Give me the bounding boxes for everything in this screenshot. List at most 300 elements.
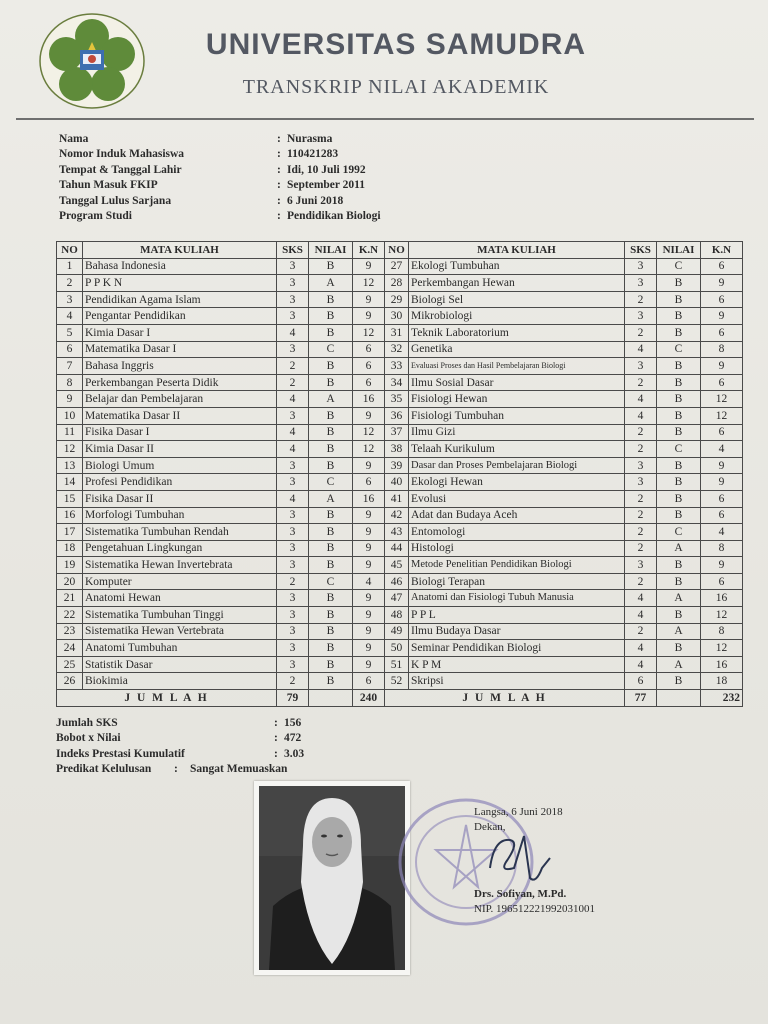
row-number: 16 [57,507,83,524]
course-kn: 9 [701,308,743,325]
table-row [57,640,743,657]
table-row [57,507,743,524]
course-name: Anatomi Tumbuhan [83,640,277,657]
course-grade: B [309,656,353,673]
course-kn: 9 [353,623,385,640]
course-sks: 3 [277,507,309,524]
total-sks: 156 [284,717,302,729]
table-row [57,573,743,590]
signatory-name: Drs. Sofiyan, M.Pd. [474,888,567,900]
total-label: J U M L A H [385,690,625,707]
course-name: Sistematika Tumbuhan Rendah [83,524,277,541]
course-sks: 3 [625,275,657,292]
course-kn: 12 [353,441,385,458]
course-grade: B [309,358,353,375]
student-graduation: 6 Juni 2018 [287,194,344,207]
row-number: 20 [57,573,83,590]
course-kn: 9 [353,258,385,275]
course-grade: B [657,358,701,375]
row-number: 19 [57,557,83,574]
row-number: 14 [57,474,83,491]
course-name: K P M [409,656,625,673]
course-sks: 2 [277,358,309,375]
course-grade: A [657,623,701,640]
course-sks: 3 [277,275,309,292]
row-number: 28 [385,275,409,292]
course-kn: 8 [701,540,743,557]
right-total-sks: 77 [625,690,657,707]
course-sks: 2 [625,490,657,507]
course-kn: 9 [353,640,385,657]
course-name: Fisika Dasar I [83,424,277,441]
table-row [57,557,743,574]
course-sks: 2 [625,374,657,391]
table-row [57,540,743,557]
course-kn: 9 [353,308,385,325]
course-grade: C [657,341,701,358]
course-sks: 2 [625,507,657,524]
row-number: 23 [57,623,83,640]
table-row [57,490,743,507]
row-number: 8 [57,374,83,391]
course-grade: B [657,291,701,308]
course-sks: 4 [277,490,309,507]
student-program: Pendidikan Biologi [287,209,381,222]
row-number: 21 [57,590,83,607]
university-name: UNIVERSITAS SAMUDRA [205,28,587,61]
course-kn: 6 [701,424,743,441]
course-sks: 3 [625,358,657,375]
course-name: Fisiologi Tumbuhan [409,407,625,424]
course-kn: 9 [701,457,743,474]
table-row [57,291,743,308]
course-grade: B [309,308,353,325]
course-grade: C [657,441,701,458]
row-number: 36 [385,407,409,424]
course-grade: B [657,374,701,391]
course-kn: 9 [353,457,385,474]
course-kn: 6 [353,673,385,690]
course-grade: B [657,391,701,408]
row-number: 46 [385,573,409,590]
course-sks: 3 [277,474,309,491]
row-number: 26 [57,673,83,690]
course-sks: 4 [625,391,657,408]
weighted-total: 472 [284,732,302,745]
course-name: Bahasa Indonesia [83,258,277,275]
course-kn: 9 [701,275,743,292]
course-sks: 3 [277,557,309,574]
university-logo [38,12,146,110]
course-kn: 6 [701,490,743,507]
left-total-sks: 79 [277,690,309,707]
course-name: Histologi [409,540,625,557]
student-nim: 110421283 [287,148,339,161]
course-kn: 18 [701,673,743,690]
course-sks: 3 [277,258,309,275]
table-row [57,407,743,424]
course-grade: B [309,507,353,524]
course-grade: B [309,424,353,441]
column-header: SKS [277,242,309,259]
course-sks: 2 [625,623,657,640]
row-number: 24 [57,640,83,657]
course-sks: 4 [277,424,309,441]
course-sks: 4 [625,656,657,673]
row-number: 50 [385,640,409,657]
course-kn: 6 [701,507,743,524]
course-sks: 3 [277,656,309,673]
course-grade: B [309,407,353,424]
course-kn: 12 [353,275,385,292]
column-header: MATA KULIAH [409,242,625,259]
student-birth: Idi, 10 Juli 1992 [287,163,366,176]
column-header: NO [385,242,409,259]
graduation-predicate: Sangat Memuaskan [190,763,288,776]
course-name: Ekologi Hewan [409,474,625,491]
table-row [57,441,743,458]
course-sks: 2 [625,291,657,308]
course-sks: 3 [277,590,309,607]
course-sks: 2 [625,540,657,557]
column-header: NILAI [309,242,353,259]
row-number: 48 [385,607,409,624]
course-name: Statistik Dasar [83,656,277,673]
course-sks: 4 [277,391,309,408]
row-number: 45 [385,557,409,574]
table-row [57,474,743,491]
course-grade: B [657,275,701,292]
course-kn: 4 [701,441,743,458]
course-grade: B [657,324,701,341]
course-kn: 12 [353,324,385,341]
course-grade: B [657,407,701,424]
course-kn: 4 [353,573,385,590]
course-name: Metode Penelitian Pendidikan Biologi [409,557,625,574]
row-number: 32 [385,341,409,358]
table-row [57,457,743,474]
info-row: Tempat & Tanggal Lahir : Idi, 10 Juli 1992 [59,164,381,179]
course-grade: B [309,324,353,341]
course-name: Dasar dan Proses Pembelajaran Biologi [409,457,625,474]
course-kn: 9 [353,557,385,574]
course-sks: 3 [277,607,309,624]
course-kn: 12 [353,424,385,441]
row-number: 37 [385,424,409,441]
total-label: J U M L A H [57,690,277,707]
course-name: Belajar dan Pembelajaran [83,391,277,408]
course-kn: 9 [353,540,385,557]
row-number: 43 [385,524,409,541]
column-header: K.N [701,242,743,259]
course-name: Sistematika Hewan Invertebrata [83,557,277,574]
left-total-kn: 240 [353,690,385,707]
course-sks: 3 [625,474,657,491]
student-name: Nurasma [287,133,333,145]
column-header: MATA KULIAH [83,242,277,259]
course-grade: B [657,573,701,590]
course-sks: 2 [277,673,309,690]
row-number: 4 [57,308,83,325]
course-name: P P K N [83,275,277,292]
course-name: Biologi Umum [83,457,277,474]
course-name: Adat dan Budaya Aceh [409,507,625,524]
course-kn: 9 [353,524,385,541]
course-kn: 9 [353,291,385,308]
course-sks: 3 [625,557,657,574]
table-row [57,391,743,408]
course-sks: 4 [625,590,657,607]
course-name: Fisika Dasar II [83,490,277,507]
document-title: TRANSKRIP NILAI AKADEMIK [242,76,550,98]
course-sks: 4 [277,324,309,341]
course-grade: B [657,557,701,574]
course-sks: 4 [625,607,657,624]
course-sks: 2 [625,324,657,341]
table-row [57,590,743,607]
table-row [57,424,743,441]
course-grade: B [657,607,701,624]
course-name: Pengetahuan Lingkungan [83,540,277,557]
course-sks: 6 [625,673,657,690]
course-sks: 2 [277,374,309,391]
table-row [57,275,743,292]
course-name: Skripsi [409,673,625,690]
course-name: Teknik Laboratorium [409,324,625,341]
place-date: Langsa, 6 Juni 2018 [474,806,563,818]
course-sks: 3 [277,540,309,557]
course-kn: 16 [701,656,743,673]
course-name: Evaluasi Proses dan Hasil Pembelajaran Biologi [409,358,625,375]
row-number: 51 [385,656,409,673]
course-name: Mikrobiologi [409,308,625,325]
course-sks: 4 [625,407,657,424]
info-row: Tahun Masuk FKIP : September 2011 [59,179,381,194]
course-grade: B [309,540,353,557]
row-number: 40 [385,474,409,491]
course-grade: B [309,457,353,474]
course-sks: 3 [625,457,657,474]
table-row [57,258,743,275]
course-grade: A [309,391,353,408]
row-number: 41 [385,490,409,507]
course-sks: 2 [277,573,309,590]
course-grade: B [309,590,353,607]
course-sks: 3 [277,308,309,325]
course-grade: C [309,341,353,358]
table-row [57,308,743,325]
total-row [57,690,743,707]
table-row [57,524,743,541]
row-number: 39 [385,457,409,474]
course-grade: B [657,640,701,657]
course-name: Ilmu Budaya Dasar [409,623,625,640]
course-grade: C [657,258,701,275]
course-name: Genetika [409,341,625,358]
course-name: Anatomi Hewan [83,590,277,607]
table-row [57,374,743,391]
portrait-image [259,786,405,970]
row-number: 33 [385,358,409,375]
course-name: Telaah Kurikulum [409,441,625,458]
signatory-position: Dekan, [474,821,506,833]
course-name: Profesi Pendidikan [83,474,277,491]
row-number: 47 [385,590,409,607]
course-grade: A [309,490,353,507]
course-name: Seminar Pendidikan Biologi [409,640,625,657]
course-name: Sistematika Hewan Vertebrata [83,623,277,640]
course-kn: 12 [701,640,743,657]
course-kn: 6 [353,374,385,391]
row-number: 34 [385,374,409,391]
course-grade: B [309,524,353,541]
course-grade: B [309,291,353,308]
course-grade: B [309,441,353,458]
course-kn: 9 [701,557,743,574]
row-number: 11 [57,424,83,441]
course-name: Pengantar Pendidikan [83,308,277,325]
row-number: 18 [57,540,83,557]
row-number: 44 [385,540,409,557]
course-name: Kimia Dasar II [83,441,277,458]
course-sks: 3 [277,457,309,474]
gpa: 3.03 [284,747,305,760]
course-kn: 9 [701,474,743,491]
column-header: K.N [353,242,385,259]
course-kn: 12 [701,607,743,624]
course-name: Perkembangan Peserta Didik [83,374,277,391]
student-photo [254,781,410,975]
course-name: Matematika Dasar II [83,407,277,424]
row-number: 13 [57,457,83,474]
course-grade: B [657,507,701,524]
course-grade: B [309,640,353,657]
course-grade: B [657,457,701,474]
course-sks: 2 [625,441,657,458]
table-row [57,656,743,673]
handwritten-signature [480,828,570,888]
course-kn: 9 [701,358,743,375]
course-sks: 3 [277,341,309,358]
course-grade: A [309,275,353,292]
row-number: 30 [385,308,409,325]
row-number: 10 [57,407,83,424]
row-number: 6 [57,341,83,358]
course-name: Pendidikan Agama Islam [83,291,277,308]
course-kn: 6 [353,474,385,491]
course-kn: 16 [701,590,743,607]
course-kn: 9 [353,607,385,624]
course-grade: C [657,524,701,541]
info-row: Nomor Induk Mahasiswa : 110421283 [59,148,381,163]
course-kn: 8 [701,623,743,640]
course-grade: B [309,557,353,574]
course-grade: B [657,308,701,325]
course-grade: C [309,474,353,491]
course-name: Evolusi [409,490,625,507]
row-number: 35 [385,391,409,408]
row-number: 49 [385,623,409,640]
course-name: Kimia Dasar I [83,324,277,341]
course-kn: 6 [701,374,743,391]
course-sks: 3 [277,407,309,424]
table-row [57,358,743,375]
course-grade: B [657,673,701,690]
course-kn: 9 [353,656,385,673]
course-kn: 6 [353,341,385,358]
course-name: Perkembangan Hewan [409,275,625,292]
info-row: Program Studi : Pendidikan Biologi [59,210,381,225]
course-name: Ekologi Tumbuhan [409,258,625,275]
course-grade: B [657,490,701,507]
info-row: Tanggal Lulus Sarjana : 6 Juni 2018 [59,195,381,210]
course-grade: B [309,623,353,640]
course-name: Entomologi [409,524,625,541]
course-kn: 6 [353,358,385,375]
course-kn: 16 [353,490,385,507]
student-entry-year: September 2011 [287,179,366,192]
row-number: 25 [57,656,83,673]
academic-summary: Jumlah SKS : 156 Bobot x Nilai : 472 Indeks Prestasi Kumulatif : 3.03 Predikat Kelulusan : Sangat Memuaskan [56,717,304,779]
course-kn: 6 [701,324,743,341]
right-total-kn: 232 [701,690,743,707]
course-grade: A [657,656,701,673]
row-number: 27 [385,258,409,275]
table-row [57,341,743,358]
table-row [57,623,743,640]
row-number: 38 [385,441,409,458]
signatory-nip: NIP. 196512221992031001 [474,903,596,915]
table-row [57,673,743,690]
row-number: 2 [57,275,83,292]
course-sks: 3 [625,258,657,275]
course-kn: 9 [353,407,385,424]
student-info [59,133,381,225]
course-name: Komputer [83,573,277,590]
row-number: 17 [57,524,83,541]
course-grade: B [657,474,701,491]
course-kn: 8 [701,341,743,358]
course-grade: B [309,673,353,690]
course-kn: 16 [353,391,385,408]
course-name: Morfologi Tumbuhan [83,507,277,524]
course-sks: 2 [625,524,657,541]
course-kn: 9 [353,507,385,524]
info-row: Nama : Nurasma [59,133,381,148]
grades-table [56,241,743,707]
row-number: 29 [385,291,409,308]
row-number: 7 [57,358,83,375]
row-number: 1 [57,258,83,275]
row-number: 3 [57,291,83,308]
course-name: Ilmu Gizi [409,424,625,441]
course-name: Ilmu Sosial Dasar [409,374,625,391]
course-name: Biokimia [83,673,277,690]
course-sks: 4 [277,441,309,458]
course-grade: C [309,573,353,590]
course-kn: 9 [353,590,385,607]
row-number: 9 [57,391,83,408]
course-grade: A [657,540,701,557]
course-sks: 3 [277,291,309,308]
course-sks: 2 [625,424,657,441]
course-kn: 6 [701,258,743,275]
course-kn: 6 [701,573,743,590]
row-number: 5 [57,324,83,341]
course-name: Biologi Terapan [409,573,625,590]
course-kn: 6 [701,291,743,308]
course-name: Biologi Sel [409,291,625,308]
